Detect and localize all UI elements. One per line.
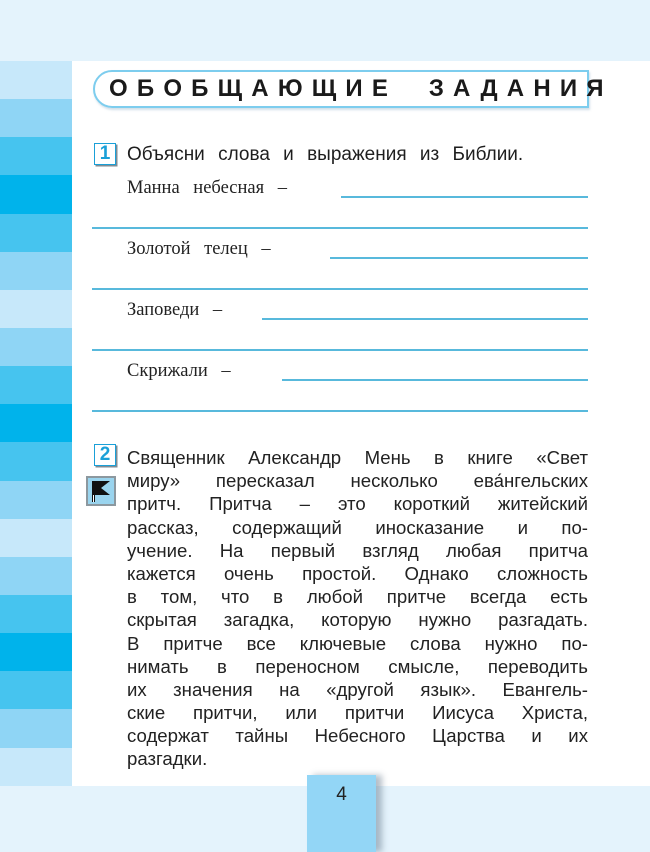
stripe bbox=[0, 328, 72, 366]
stripe bbox=[0, 214, 72, 252]
answer-line-tablets-inline[interactable] bbox=[282, 379, 588, 381]
section-title: ОБОБЩАЮЩИЕ ЗАДАНИЯ bbox=[109, 75, 613, 102]
page-number-tab bbox=[307, 775, 376, 852]
term-label-commandments: Заповеди – bbox=[127, 300, 223, 320]
flag-icon bbox=[86, 476, 116, 506]
paragraph-line: нимать в переносном смысле, переводить bbox=[127, 655, 588, 677]
paragraph-line: ские притчи, или притчи Иисуса Христа, bbox=[127, 702, 588, 724]
stripe bbox=[0, 557, 72, 595]
answer-line-golden-calf-full[interactable] bbox=[92, 288, 588, 290]
page-number: 4 bbox=[336, 784, 347, 805]
answer-line-manna-inline[interactable] bbox=[341, 196, 588, 198]
paragraph-line: их значения на «другой язык». Евангель- bbox=[127, 678, 588, 700]
decorative-stripes bbox=[0, 61, 72, 786]
stripe bbox=[0, 290, 72, 328]
answer-line-tablets-full[interactable] bbox=[92, 410, 588, 412]
term-label-tablets: Скрижали – bbox=[127, 361, 231, 381]
stripe bbox=[0, 137, 72, 175]
task2-paragraph bbox=[127, 446, 588, 771]
stripe bbox=[0, 366, 72, 404]
paragraph-line: скрытая загадка, которую нужно разгадать. bbox=[127, 609, 588, 631]
paragraph-line: рассказ, содержащий иносказание и по- bbox=[127, 516, 588, 538]
paragraph-line: миру» пересказал несколько ева́нгельских bbox=[127, 470, 588, 492]
answer-line-golden-calf-inline[interactable] bbox=[330, 257, 588, 259]
stripe bbox=[0, 61, 72, 99]
answer-line-commandments-full[interactable] bbox=[92, 349, 588, 351]
term-label-manna: Манна небесная – bbox=[127, 178, 287, 198]
stripe bbox=[0, 442, 72, 480]
stripe bbox=[0, 748, 72, 786]
flag-icon-glyph bbox=[88, 478, 114, 504]
paragraph-line: кажется очень простой. Однако сложность bbox=[127, 562, 588, 584]
paragraph-line: В притче все ключевые слова нужно по- bbox=[127, 632, 588, 654]
paragraph-line: учение. На первый взгляд любая притча bbox=[127, 539, 588, 561]
stripe bbox=[0, 404, 72, 442]
paragraph-line: в том, что в любой притче всегда есть bbox=[127, 586, 588, 608]
stripe bbox=[0, 519, 72, 557]
task-number-badge: 2 bbox=[94, 444, 116, 466]
term-label-golden-calf: Золотой телец – bbox=[127, 239, 271, 259]
stripe bbox=[0, 709, 72, 747]
paragraph-line: Священник Александр Мень в книге «Свет bbox=[127, 447, 588, 468]
stripe bbox=[0, 252, 72, 290]
paragraph-line: содержат тайны Небесного Царства и их bbox=[127, 725, 588, 747]
answer-line-manna-full[interactable] bbox=[92, 227, 588, 229]
answer-line-commandments-inline[interactable] bbox=[262, 318, 588, 320]
stripe bbox=[0, 481, 72, 519]
task-number-badge: 1 bbox=[94, 143, 116, 165]
task1-instruction: Объясни слова и выражения из Библии. bbox=[127, 144, 524, 165]
stripe bbox=[0, 633, 72, 671]
stripe bbox=[0, 595, 72, 633]
stripe bbox=[0, 99, 72, 137]
section-header bbox=[93, 70, 613, 108]
stripe bbox=[0, 175, 72, 213]
stripe bbox=[0, 671, 72, 709]
paragraph-line: разгадки. bbox=[127, 748, 208, 770]
paragraph-line: притч. Притча – это короткий житейский bbox=[127, 493, 588, 515]
